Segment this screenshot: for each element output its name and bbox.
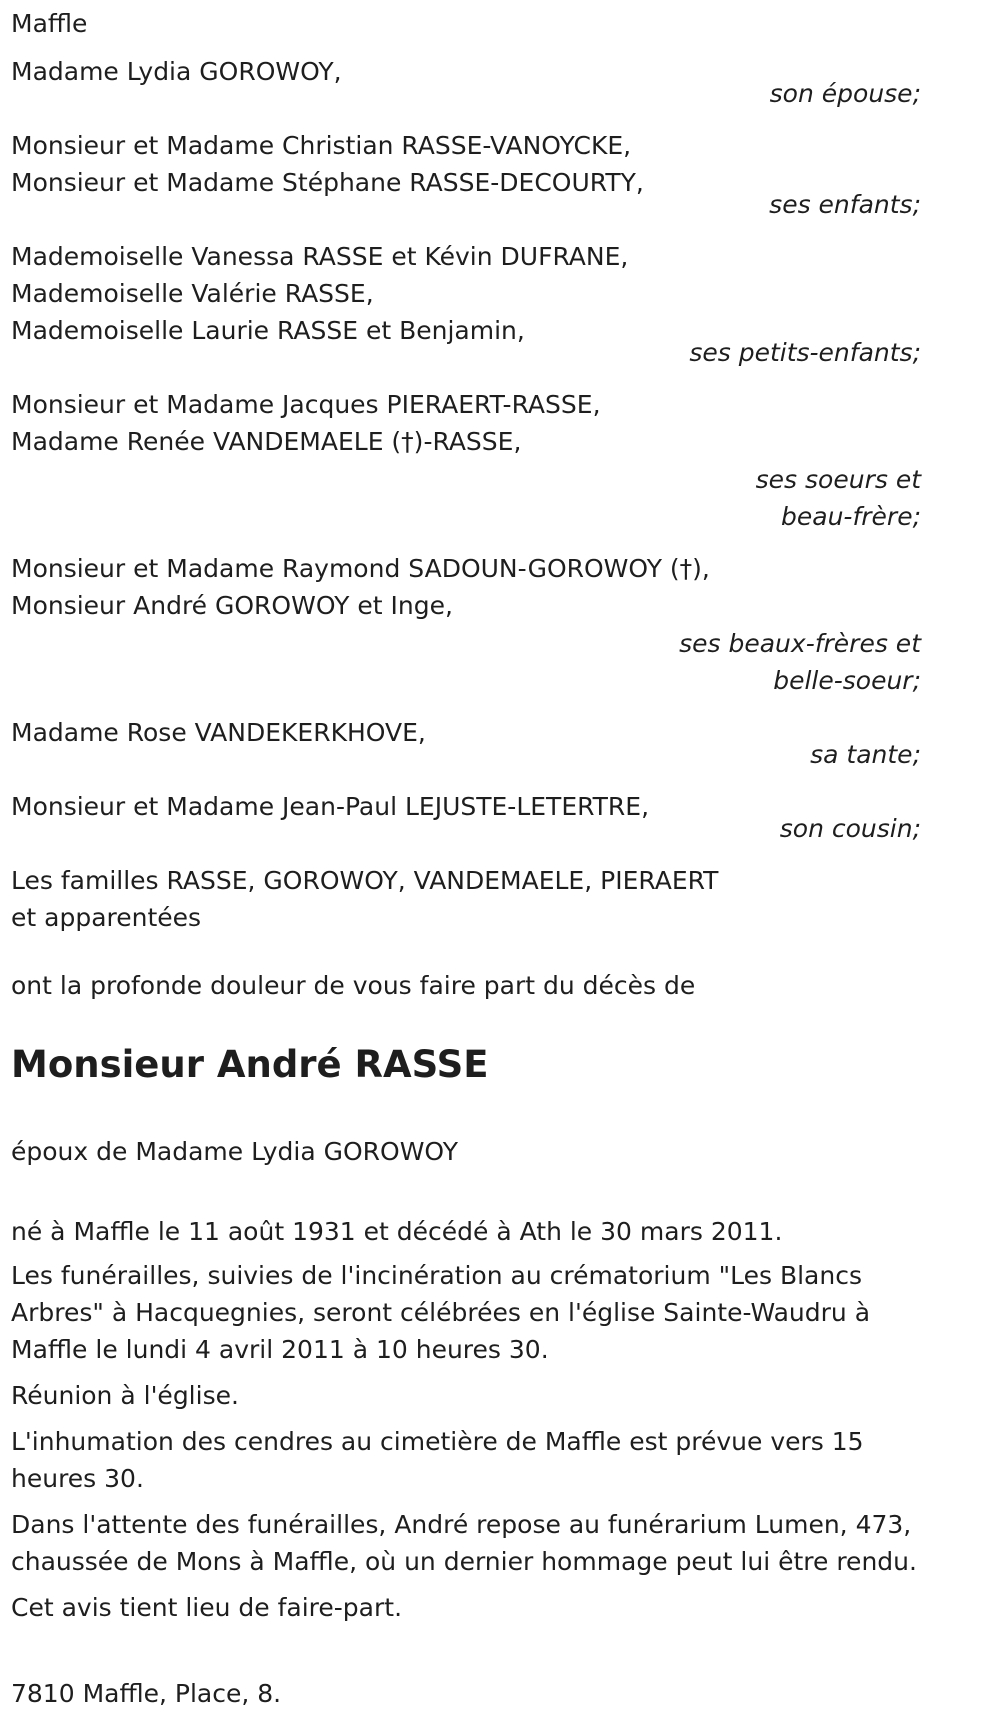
address-line: 7810 Maffle, Place, 8. [11, 1679, 282, 1708]
family-name: Mademoiselle Laurie RASSE et Benjamin, [11, 316, 525, 345]
relation-label: ses beaux-frères et [679, 629, 921, 658]
family-group-aunt [11, 713, 993, 775]
paragraph-line: Réunion à l'église. [11, 1381, 239, 1410]
paragraph-line: Les funérailles, suivies de l'incinération au crématorium "Les Blancs [11, 1261, 862, 1290]
family-group-children [11, 126, 993, 225]
family-name: Monsieur et Madame Jean-Paul LEJUSTE-LETERTRE, [11, 792, 650, 821]
inhumation-paragraph [11, 1422, 993, 1499]
notice-paragraph [11, 1588, 993, 1628]
family-group-cousin [11, 787, 993, 849]
relation-label: ses soeurs et [755, 465, 921, 494]
family-name: Monsieur et Madame Raymond SADOUN-GOROWOY (†), [11, 554, 710, 583]
paragraph-line: Arbres" à Hacquegnies, seront célébrées en l'église Sainte-Waudru à [11, 1298, 871, 1327]
family-group-spouse [11, 52, 993, 114]
relation-label: belle-soeur; [773, 666, 921, 695]
families-line: Les familles RASSE, GOROWOY, VANDEMAELE, PIERAERT [11, 866, 719, 895]
family-name: Monsieur et Madame Stéphane RASSE-DECOURTY, [11, 168, 644, 197]
deceased-name: Monsieur André RASSE [11, 1043, 489, 1086]
family-name: Madame Renée VANDEMAELE (†)-RASSE, [11, 427, 522, 456]
family-name: Mademoiselle Valérie RASSE, [11, 279, 374, 308]
family-group-siblings [11, 385, 993, 537]
paragraph-line: Dans l'attente des funérailles, André repose au funérarium Lumen, 473, [11, 1510, 912, 1539]
family-name: Madame Lydia GOROWOY, [11, 57, 342, 86]
relation-label: sa tante; [810, 740, 921, 769]
family-group-in-laws [11, 549, 993, 701]
relation-label: ses petits-enfants; [689, 338, 921, 367]
obituary-notice [11, 0, 993, 1714]
birth-death-line: né à Maffle le 11 août 1931 et décédé à Ath le 30 mars 2011. [11, 1217, 783, 1246]
relation-label: beau-frère; [781, 502, 921, 531]
repose-paragraph [11, 1505, 993, 1582]
families-block [11, 861, 993, 938]
family-group-grandchildren [11, 237, 993, 373]
relation-label: ses enfants; [769, 190, 921, 219]
paragraph-line: L'inhumation des cendres au cimetière de Maffle est prévue vers 15 [11, 1427, 864, 1456]
announcement: ont la profonde douleur de vous faire part du décès de [11, 971, 696, 1000]
paragraph-line: chaussée de Mons à Maffle, où un dernier hommage peut lui être rendu. [11, 1547, 917, 1576]
location-header: Maffle [11, 9, 88, 38]
spouse-line: époux de Madame Lydia GOROWOY [11, 1137, 458, 1166]
family-name: Monsieur et Madame Jacques PIERAERT-RASSE, [11, 390, 601, 419]
paragraph-line: Cet avis tient lieu de faire-part. [11, 1593, 403, 1622]
family-name: Monsieur et Madame Christian RASSE-VANOYCKE, [11, 131, 632, 160]
reunion-paragraph [11, 1376, 993, 1416]
funeral-paragraph [11, 1256, 993, 1370]
paragraph-line: heures 30. [11, 1464, 144, 1493]
relation-label: son épouse; [769, 79, 921, 108]
paragraph-line: Maffle le lundi 4 avril 2011 à 10 heures 30. [11, 1335, 549, 1364]
family-name: Mademoiselle Vanessa RASSE et Kévin DUFRANE, [11, 242, 629, 271]
family-name: Madame Rose VANDEKERKHOVE, [11, 718, 426, 747]
family-name: Monsieur André GOROWOY et Inge, [11, 591, 453, 620]
families-line: et apparentées [11, 903, 202, 932]
relation-label: son cousin; [779, 814, 921, 843]
